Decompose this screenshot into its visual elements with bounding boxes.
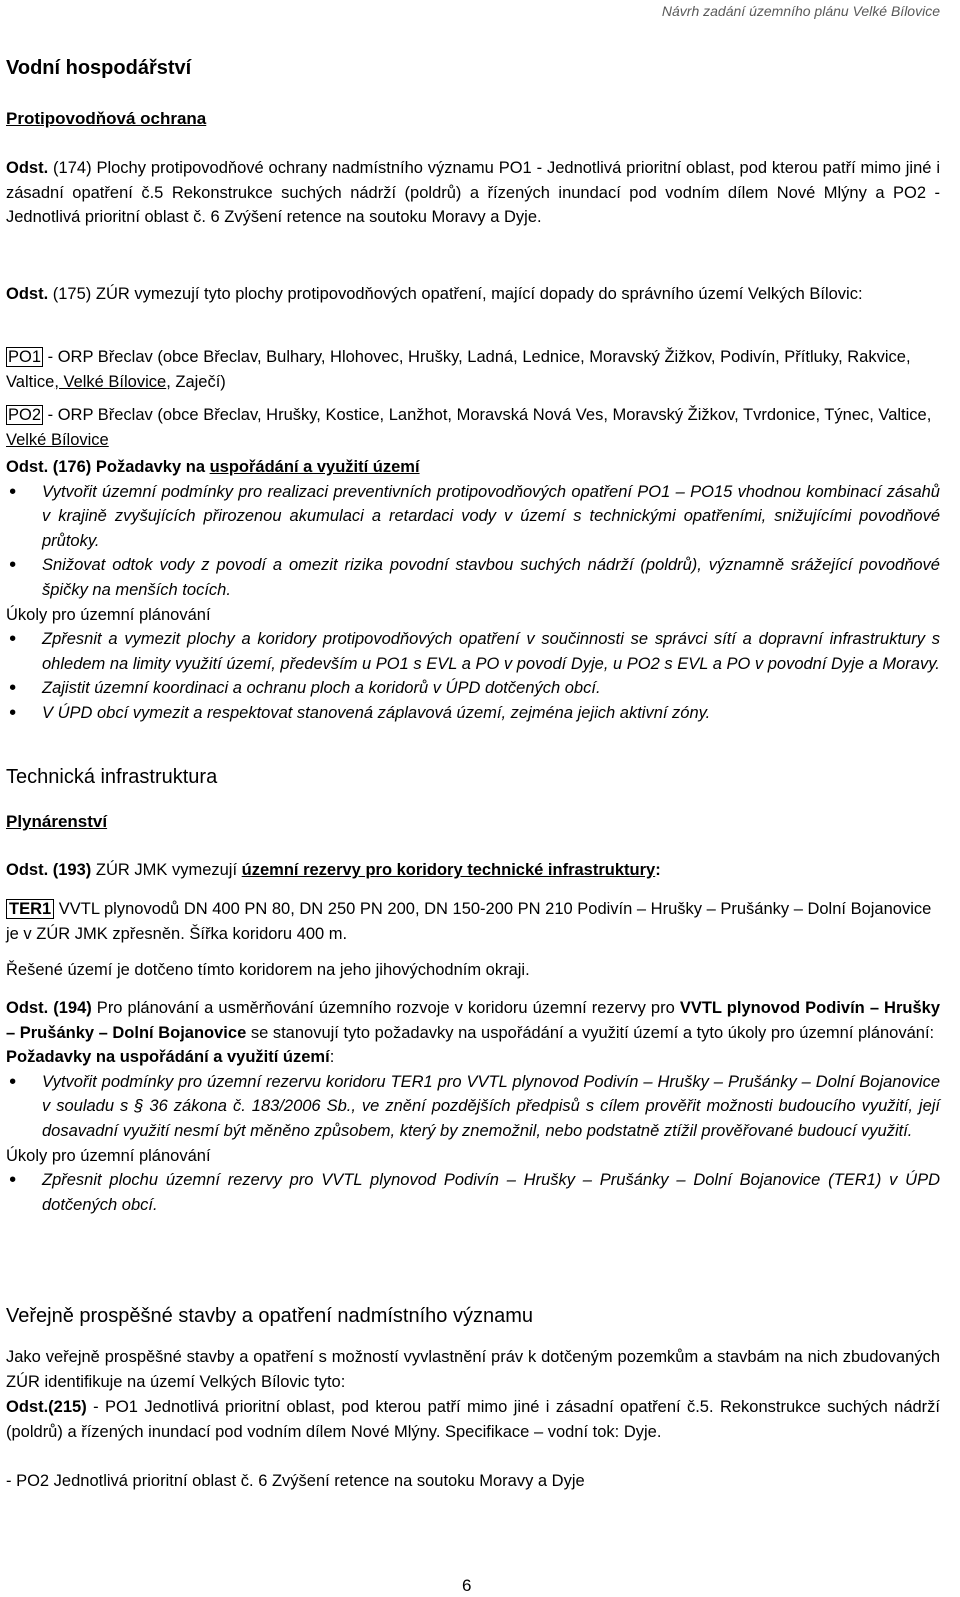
- paragraph-176: [6, 455, 940, 726]
- list-item: • Zpřesnit a vymezit plochy a koridory protipovodňových opatření v součinnosti se správci sítí a dopravní infrastruktury s ohledem na limity využití území, především u PO1 s EVL a PO v povodí Dyje, u PO2 s EVL a PO v povodní Dyje a Moravy.: [6, 627, 940, 676]
- paragraph-215: [6, 1395, 940, 1444]
- running-header: Návrh zadání územního plánu Velké Bílovice: [661, 3, 940, 19]
- subsection-heading-plynarenstvi: Plynárenství: [6, 812, 108, 831]
- paragraph-176-heading: [6, 455, 940, 480]
- ukoly-heading: Úkoly pro územní plánování: [6, 605, 211, 624]
- paragraph-175: [6, 282, 940, 307]
- po2-code-box: PO2: [8, 406, 42, 424]
- odst-label: Odst.: [6, 285, 49, 303]
- paragraph-text: ZÚR JMK vymezují: [91, 861, 242, 879]
- paragraph-174: [6, 156, 940, 230]
- paragraph-text: (174) Plochy protipovodňové ochrany nadmístního významu PO1 - Jednotlivá prioritní oblast, pod kterou patří mimo jiné i zásadní opatření č.5 Rekonstrukce suchých nádrží (poldrů) a řízených inundací pod vodním dílem Nové Mlýny a PO2 - Jednotlivá prioritní oblast č. 6 Zvýšení retence na soutoku Moravy a Dyje.: [6, 159, 940, 227]
- ukoly-list: [6, 1168, 940, 1217]
- odst-label: Odst. (193): [6, 861, 92, 879]
- underlined-term: územní rezervy pro koridory technické infrastruktury: [241, 861, 656, 879]
- po1-code-box: PO1: [8, 348, 42, 366]
- heading-part-a: (176) Požadavky na: [48, 458, 210, 476]
- po2-line: - PO2 Jednotlivá prioritní oblast č. 6 Zvýšení retence na soutoku Moravy a Dyje: [6, 1472, 585, 1490]
- list-item: • Vytvořit podmínky pro územní rezervu koridoru TER1 pro VVTL plynovod Podivín – Hrušky – Prušánky – Dolní Bojanovice v souladu s § 36 zákona č. 183/2006 Sb., ve znění pozdějších předpisů s cílem prověřit možnosti budoucího využití, její dosavadní využití nesmí být měněno způsobem, který by znemožnil, nebo podstatně ztížil prověřované budoucí využití.: [6, 1070, 940, 1144]
- page-number: 6: [462, 1576, 472, 1595]
- po2-entry: [6, 403, 940, 452]
- ukoly-list: [6, 627, 940, 725]
- velke-bilovice-underlined: Velké Bílovice: [6, 430, 109, 449]
- odst-label: Odst. (194): [6, 999, 92, 1017]
- pozadavky-list: [6, 1070, 940, 1144]
- text-a: Pro plánování a usměrňování územního rozvoje v koridoru územní rezervy pro: [91, 999, 680, 1017]
- po1-entry: [6, 345, 940, 394]
- paragraph-text: - PO1 Jednotlivá prioritní oblast, pod kterou patří mimo jiné i zásadní opatření č.5. Rekonstrukce suchých nádrží (poldrů) a řízených inundací pod vodním dílem Nové Mlýny. Specifikace – vodní tok: Dyje.: [6, 1398, 940, 1441]
- ter1-text: VVTL plynovodů DN 400 PN 80, DN 250 PN 200, DN 150-200 PN 210 Podivín – Hrušky – Prušánky – Dolní Bojanovice je v ZÚR JMK zpřesněn. Šířka koridoru 400 m.: [6, 900, 932, 943]
- odst-label: Odst.: [6, 458, 49, 476]
- po1-text-end: , Zaječí): [166, 372, 226, 391]
- pozadavky-list: [6, 480, 940, 603]
- section-heading-vodni: Vodní hospodářství: [6, 57, 192, 79]
- heading-part-b: uspořádání a využití území: [209, 458, 420, 476]
- bold-term: VVTL plynovod Podivín – Hrušky – Prušánky – Dolní Bojanovice: [6, 999, 940, 1042]
- pozadavky-heading: [6, 1045, 940, 1070]
- paragraph-194: [6, 996, 940, 1217]
- ter1-code-box: TER1: [6, 899, 54, 919]
- colon: :: [655, 861, 661, 879]
- odst-label: Odst.(215): [6, 1398, 87, 1416]
- list-item: • Snižovat odtok vody z povodí a omezit rizika povodní stavbou suchých nádrží (poldrů), významně srážející povodňové špičky na menších tocích.: [6, 553, 940, 602]
- odst-label: Odst.: [6, 159, 49, 177]
- section-heading-verejne: Veřejně prospěšné stavby a opatření nadmístního významu: [6, 1305, 533, 1327]
- ukoly-heading: Úkoly pro územní plánování: [6, 1146, 211, 1165]
- paragraph-194-text: [6, 996, 940, 1045]
- paragraph-text: (175) ZÚR vymezují tyto plochy protipovodňových opatření, mající dopady do správního území Velkých Bílovic:: [48, 285, 863, 303]
- velke-bilovice-underlined: , Velké Bílovice: [54, 372, 167, 391]
- ter1-entry: [6, 897, 940, 946]
- text-b: se stanovují tyto požadavky na uspořádání a využití území a tyto úkoly pro územní plánování:: [246, 1023, 935, 1042]
- section-heading-technicka: Technická infrastruktura: [6, 766, 218, 788]
- po2-text: - ORP Břeclav (obce Břeclav, Hrušky, Kostice, Lanžhot, Moravská Nová Ves, Moravský Žižkov, Tvrdonice, Týnec, Valtice,: [43, 406, 932, 424]
- list-item: • Zpřesnit plochu územní rezervy pro VVTL plynovod Podivín – Hrušky – Prušánky – Dolní Bojanovice (TER1) v ÚPD dotčených obcí.: [6, 1168, 940, 1217]
- pozadavky-heading-text: Požadavky na uspořádání a využití území: [6, 1048, 330, 1067]
- list-item: • V ÚPD obcí vymezit a respektovat stanovená záplavová území, zejména jejich aktivní zóny.: [6, 701, 940, 726]
- list-item: • Zajistit územní koordinaci a ochranu ploch a koridorů v ÚPD dotčených obcí.: [6, 676, 940, 701]
- resene-uzemi-note: Řešené území je dotčeno tímto koridorem na jeho jihovýchodním okraji.: [6, 961, 530, 979]
- verejne-intro: Jako veřejně prospěšné stavby a opatření s možností vyvlastnění práv k dotčeným pozemkům a stavbám na nich zbudovaných ZÚR identifikuje na území Velkých Bílovic tyto:: [6, 1348, 940, 1391]
- list-item: • Vytvořit územní podmínky pro realizaci preventivních protipovodňových opatření PO1 – PO15 vhodnou kombinací zásahů v krajině zvyšujících přirozenou akumulaci a retardaci vody v území s technickými opatřeními, snižujícími povodňové průtoky.: [6, 480, 940, 554]
- po1-text: - ORP Břeclav (obce Břeclav, Bulhary, Hlohovec, Hrušky, Ladná, Lednice, Moravský Žižkov, Podivín, Přítluky, Rakvice, Valtice: [6, 348, 911, 391]
- subsection-heading-protipovodnova: Protipovodňová ochrana: [6, 109, 207, 128]
- paragraph-193: [6, 858, 940, 883]
- colon: :: [329, 1048, 335, 1067]
